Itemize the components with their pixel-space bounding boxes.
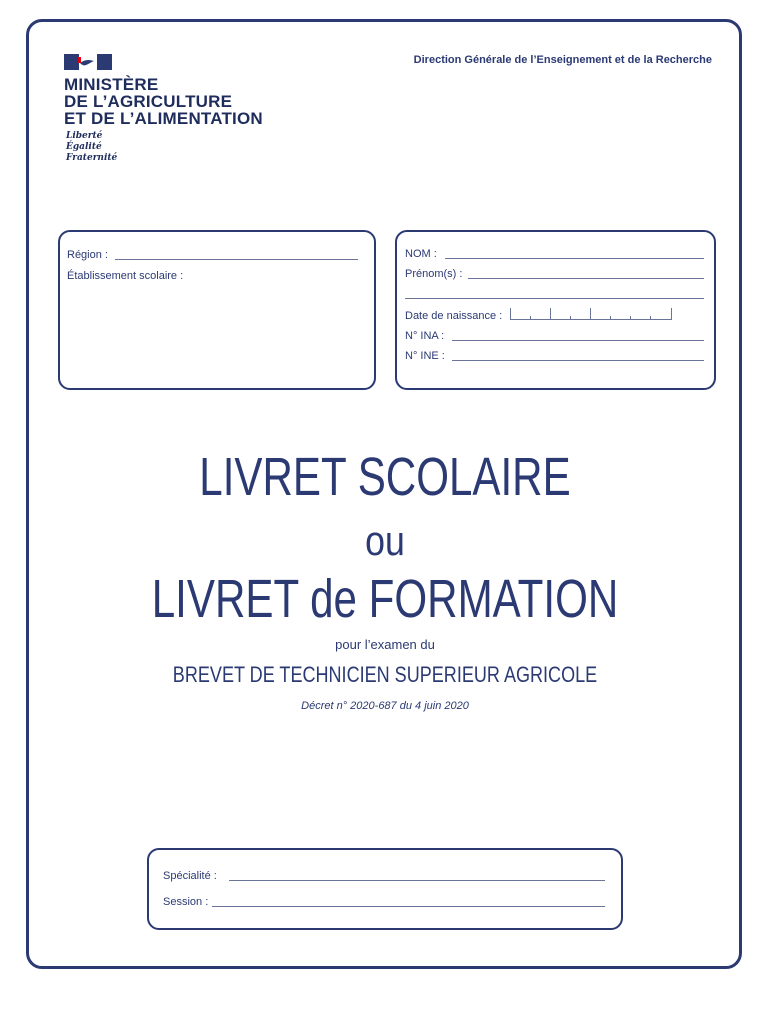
nom-field[interactable] (445, 258, 704, 259)
nom-label: NOM : (405, 248, 437, 260)
dob-baseline (510, 319, 672, 320)
dob-tick (610, 316, 611, 320)
title-ou: ou (365, 517, 405, 564)
dob-tick (650, 316, 651, 320)
ina-label: N° INA : (405, 330, 445, 342)
session-field[interactable] (212, 906, 605, 907)
dob-tick (530, 316, 531, 320)
prenom-field[interactable] (468, 278, 704, 279)
marianne-logo-icon (64, 54, 112, 70)
subtitle-examen: pour l’examen du (335, 637, 435, 652)
ministry-line: ET DE L’ALIMENTATION (64, 109, 263, 128)
dob-tick (590, 308, 591, 320)
specialite-field[interactable] (229, 880, 605, 881)
dob-tick (550, 308, 551, 320)
title-livret-formation: LIVRET de FORMATION (151, 569, 619, 629)
ministry-line: MINISTÈRE (64, 75, 159, 94)
dob-tick (671, 308, 672, 320)
ministry-line: DE L’AGRICULTURE (64, 92, 233, 111)
diploma-name: BREVET DE TECHNICIEN SUPERIEUR AGRICOLE (172, 662, 598, 687)
ina-field[interactable] (452, 340, 704, 341)
motto-line: Fraternité (66, 153, 118, 163)
specialite-label: Spécialité : (163, 870, 217, 882)
ine-field[interactable] (452, 360, 704, 361)
dob-tick (510, 308, 511, 320)
decree-reference: Décret n° 2020-687 du 4 juin 2020 (301, 700, 469, 712)
republic-motto (66, 131, 117, 164)
title-livret-scolaire: LIVRET SCOLAIRE (199, 447, 571, 507)
dob-tick (570, 316, 571, 320)
session-label: Session : (163, 896, 209, 908)
dob-label: Date de naissance : (405, 310, 503, 322)
dob-field[interactable] (510, 308, 672, 320)
region-field[interactable] (115, 259, 358, 260)
motto-line: Égalité (66, 142, 102, 152)
direction-header: Direction Générale de l’Enseignement et de la Recherche (413, 54, 712, 66)
region-label: Région : (67, 249, 108, 261)
etablissement-label: Établissement scolaire : (67, 270, 184, 282)
ine-label: N° INE : (405, 350, 445, 362)
specialty-session-box (147, 848, 623, 930)
ministry-name (64, 76, 263, 127)
prenom-field-continued[interactable] (405, 298, 704, 299)
prenom-label: Prénom(s) : (405, 268, 463, 280)
dob-tick (630, 316, 631, 320)
motto-line: Liberté (66, 131, 103, 141)
